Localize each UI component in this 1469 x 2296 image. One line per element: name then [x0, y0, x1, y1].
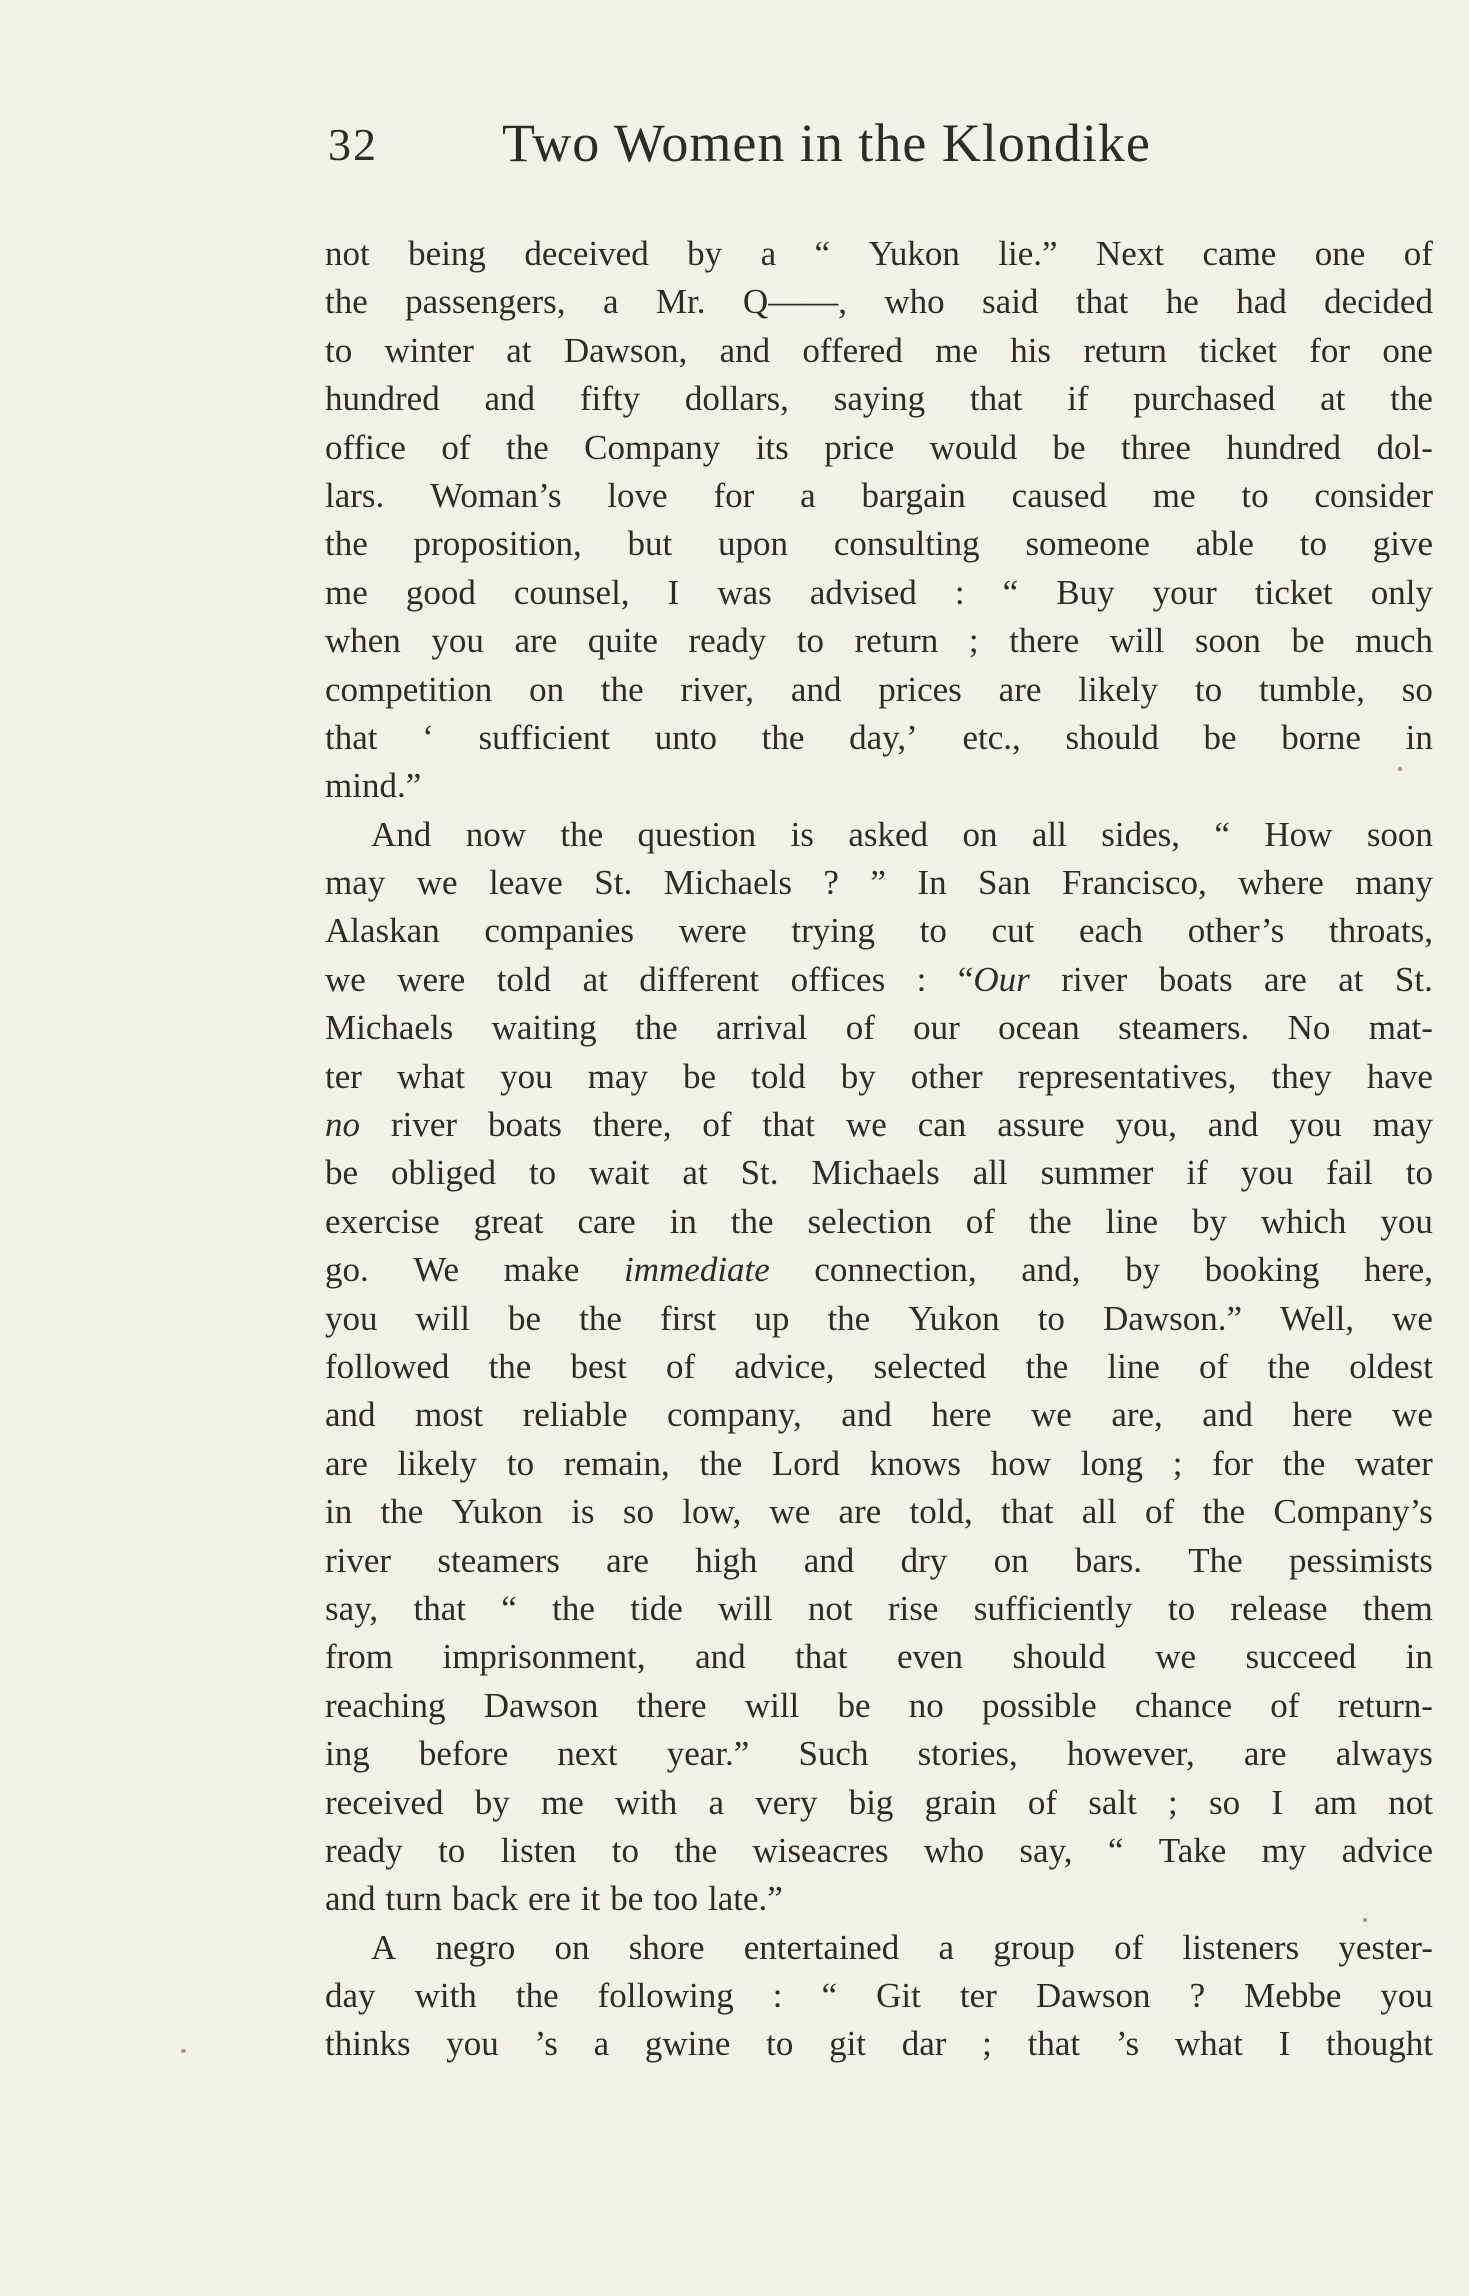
- text-line: ing before next year.” Such stories, however, are always: [325, 1734, 1433, 1774]
- text-line: and most reliable company, and here we are, and here we: [325, 1395, 1433, 1435]
- text-line: hundred and fifty dollars, saying that if purchased at the: [325, 379, 1433, 419]
- text-line: say, that “ the tide will not rise sufficiently to release them: [325, 1588, 1433, 1628]
- text-line: office of the Company its price would be three hundred dol-: [325, 427, 1433, 467]
- text-line: lars. Woman’s love for a bargain caused me to consider: [325, 475, 1433, 515]
- text-line: not being deceived by a “ Yukon lie.” Next came one of: [325, 234, 1433, 273]
- text-line: followed the best of advice, selected the line of the oldest: [325, 1346, 1433, 1386]
- text-line: when you are quite ready to return ; there will soon be much: [325, 621, 1433, 661]
- text-line: that ‘ sufficient unto the day,’ etc., should be borne in: [325, 717, 1433, 757]
- text-line: mind.”: [325, 766, 422, 806]
- text-line: river steamers are high and dry on bars. The pessimists: [325, 1540, 1433, 1580]
- text-line: A negro on shore entertained a group of listeners yester-: [371, 1927, 1433, 1967]
- ink-speck: [1398, 767, 1402, 771]
- body-text: [325, 230, 1433, 2069]
- text-line: we were told at different offices : “Our river boats are at St.: [325, 959, 1433, 999]
- text-line: you will be the first up the Yukon to Dawson.” Well, we: [325, 1298, 1433, 1338]
- ink-speck: [181, 2049, 186, 2053]
- text-line: day with the following : “ Git ter Dawson ? Mebbe you: [325, 1976, 1433, 2016]
- text-line: the passengers, a Mr. Q——, who said that he had decided: [325, 282, 1433, 322]
- text-line: Alaskan companies were trying to cut each other’s throats,: [325, 911, 1433, 951]
- ink-speck: [1363, 1918, 1367, 1922]
- text-line: exercise great care in the selection of the line by which you: [325, 1201, 1433, 1241]
- text-line: may we leave St. Michaels ? ” In San Francisco, where many: [325, 863, 1433, 903]
- text-line: received by me with a very big grain of salt ; so I am not: [325, 1782, 1433, 1822]
- text-line: competition on the river, and prices are likely to tumble, so: [325, 669, 1433, 709]
- text-line: ready to listen to the wiseacres who say, “ Take my advice: [325, 1830, 1433, 1870]
- text-line: reaching Dawson there will be no possible chance of return-: [325, 1685, 1433, 1725]
- text-line: and turn back ere it be too late.”: [325, 1879, 783, 1919]
- text-line: go. We make immediate connection, and, by booking here,: [325, 1250, 1433, 1290]
- text-line: be obliged to wait at St. Michaels all summer if you fail to: [325, 1153, 1433, 1193]
- running-title: Two Women in the Klondike: [502, 113, 1151, 173]
- text-line: me good counsel, I was advised : “ Buy your ticket only: [325, 572, 1433, 612]
- text-line: are likely to remain, the Lord knows how long ; for the water: [325, 1443, 1433, 1483]
- text-line: no river boats there, of that we can assure you, and you may: [325, 1105, 1433, 1145]
- text-line: from imprisonment, and that even should we succeed in: [325, 1637, 1433, 1677]
- text-line: Michaels waiting the arrival of our ocean steamers. No mat-: [325, 1008, 1433, 1048]
- text-line: in the Yukon is so low, we are told, that all of the Company’s: [325, 1492, 1433, 1532]
- text-line: And now the question is asked on all sides, “ How soon: [371, 814, 1433, 854]
- text-line: ter what you may be told by other representatives, they have: [325, 1056, 1433, 1096]
- text-line: to winter at Dawson, and offered me his return ticket for one: [325, 330, 1433, 370]
- running-head: [328, 112, 1258, 192]
- text-line: thinks you ’s a gwine to git dar ; that ’s what I thought: [325, 2024, 1433, 2064]
- text-line: the proposition, but upon consulting someone able to give: [325, 524, 1433, 564]
- page-number: 32: [328, 119, 378, 170]
